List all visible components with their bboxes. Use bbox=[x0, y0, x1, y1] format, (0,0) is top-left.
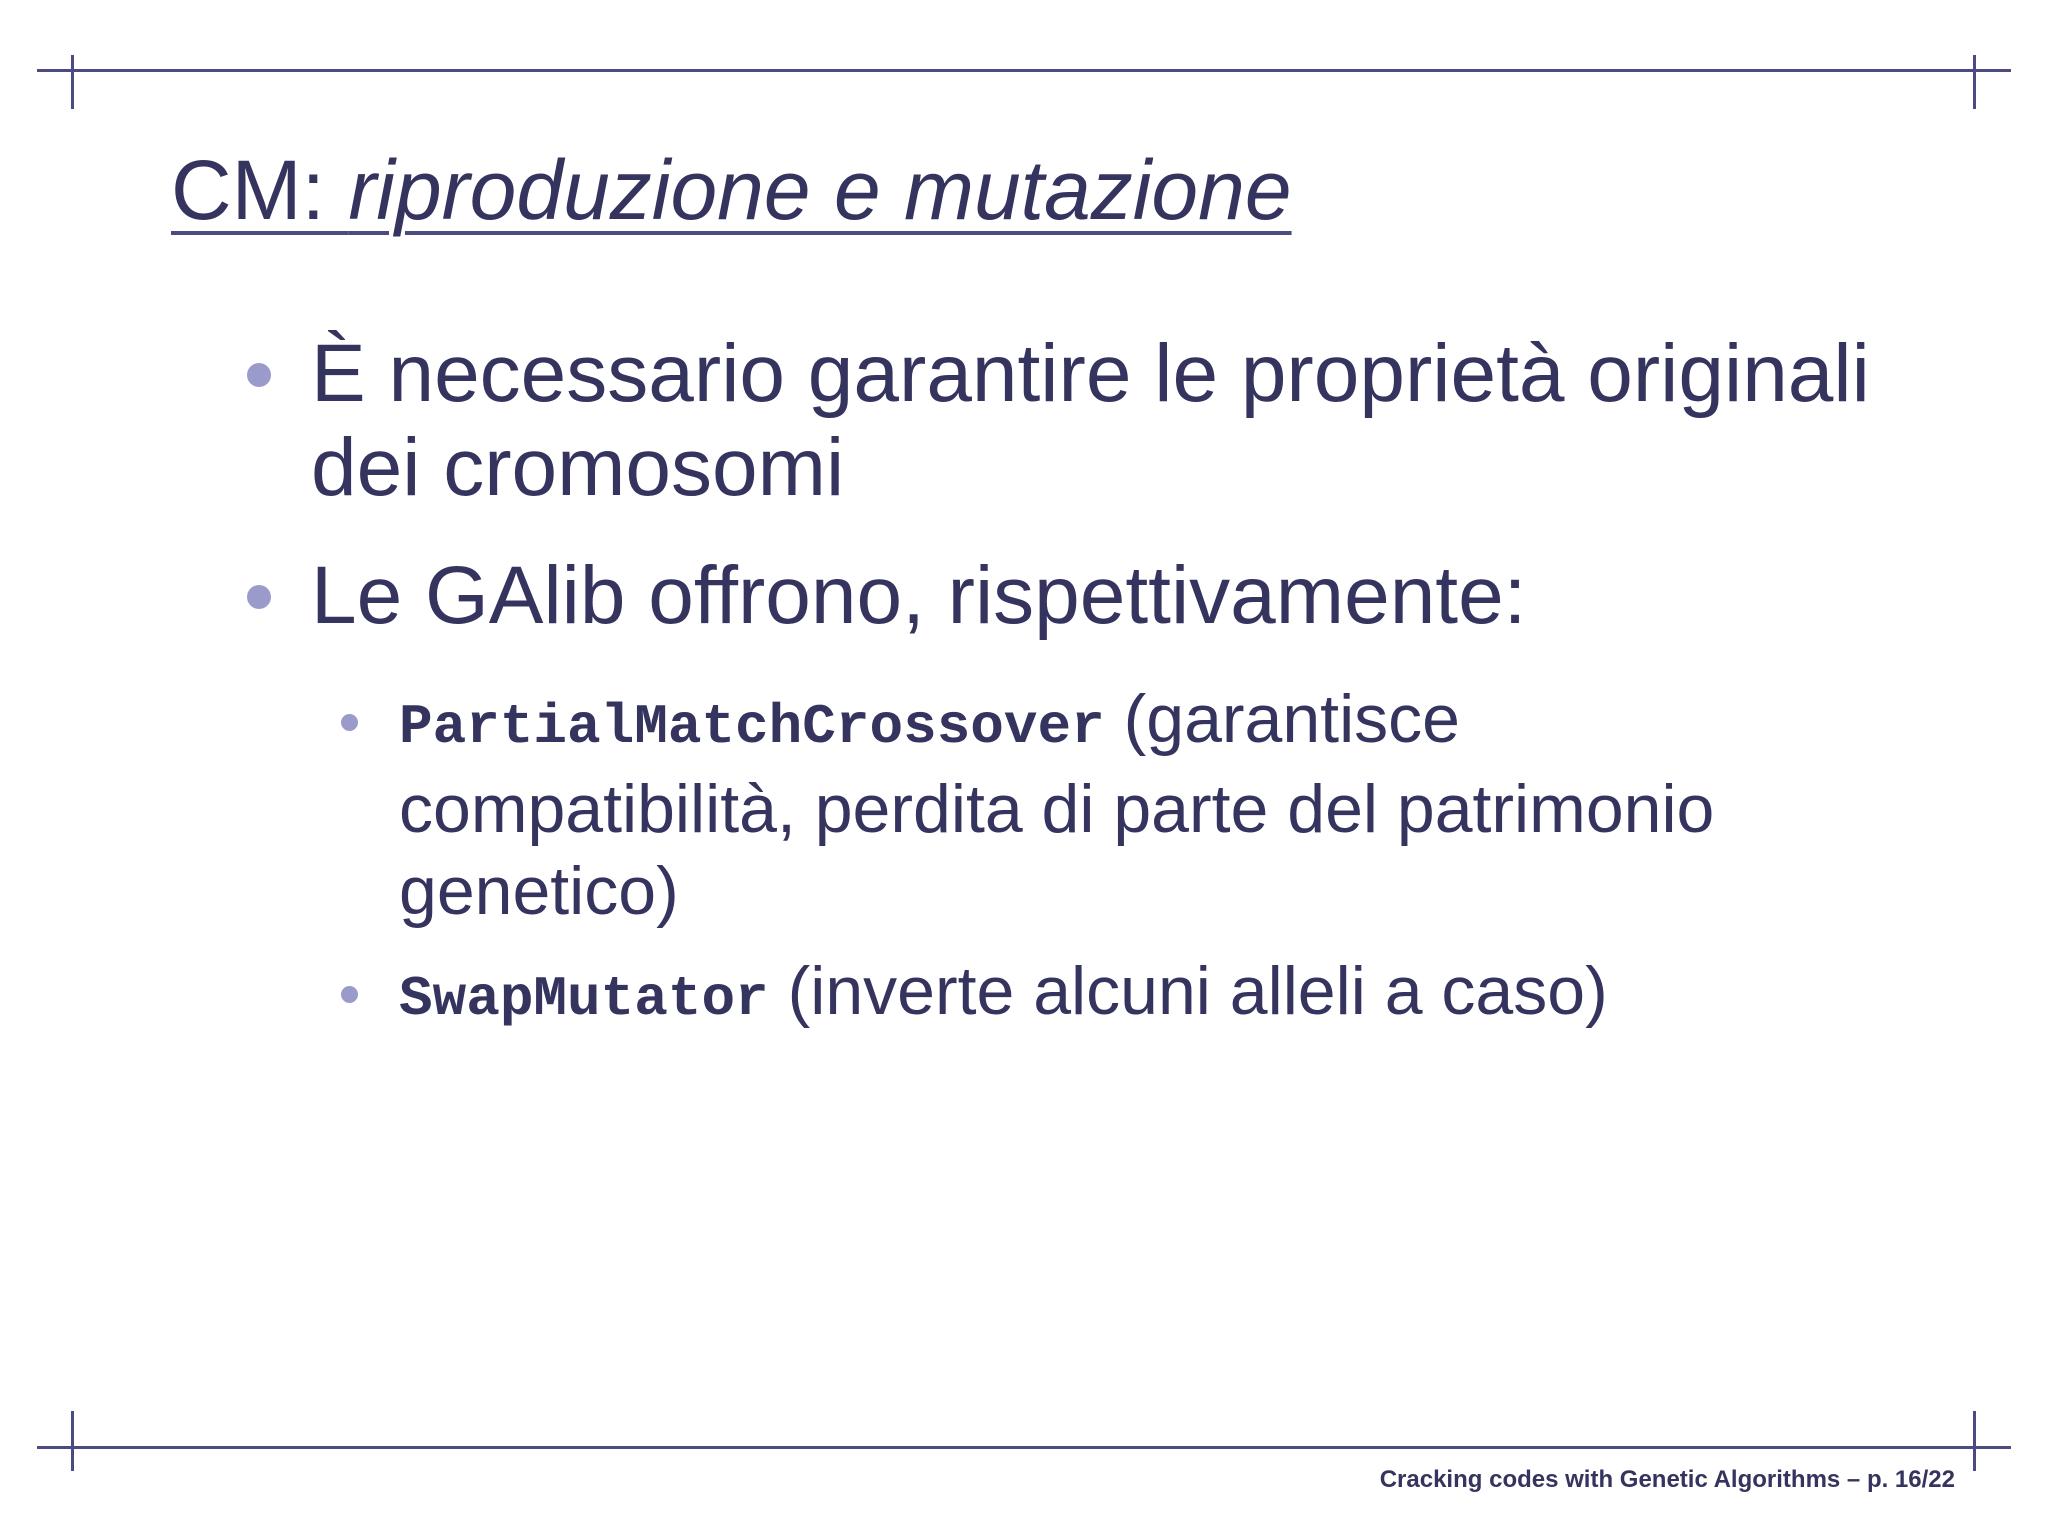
bottom-right-tick bbox=[1973, 1411, 1976, 1471]
bullet-dot-icon bbox=[247, 363, 271, 387]
bullet-item bbox=[311, 327, 1951, 515]
bullet-item bbox=[311, 549, 1951, 643]
top-left-tick bbox=[71, 55, 74, 109]
top-rule bbox=[37, 69, 2011, 72]
sub-bullet-item bbox=[399, 950, 1859, 1040]
bullet-dot-icon bbox=[247, 585, 271, 609]
bullet-text: È necessario garantire le proprietà originali dei cromosomi bbox=[311, 328, 1870, 513]
top-right-tick bbox=[1973, 55, 1976, 109]
slide-title bbox=[171, 143, 1292, 237]
sub-bullet-text: (garantisce compatibilità, perdita di parte del patrimonio genetico) bbox=[399, 681, 1715, 929]
code-name: SwapMutator bbox=[399, 967, 769, 1031]
title-italic: riproduzione e mutazione bbox=[348, 143, 1292, 237]
title-prefix: CM: bbox=[171, 143, 349, 237]
code-name: PartialMatchCrossover bbox=[399, 695, 1105, 759]
slide-footer: Cracking codes with Genetic Algorithms – p. 16/22 bbox=[1379, 1466, 1955, 1493]
sub-bullet-dot-icon bbox=[341, 986, 358, 1003]
sub-bullet-item bbox=[399, 678, 1859, 932]
bottom-left-tick bbox=[71, 1411, 74, 1471]
sub-bullet-dot-icon bbox=[341, 714, 358, 731]
bottom-rule bbox=[37, 1446, 2011, 1449]
sub-bullet-text: (inverte alcuni alleli a caso) bbox=[768, 953, 1608, 1029]
bullet-text: Le GAlib offrono, rispettivamente: bbox=[311, 550, 1527, 641]
